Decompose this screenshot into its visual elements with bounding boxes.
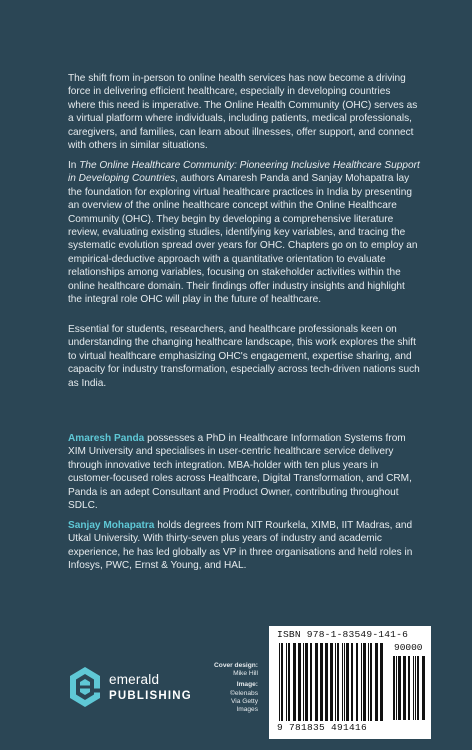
description-paragraph-3 [68,323,420,390]
barcode-bar [408,656,410,720]
barcode-bar [279,643,280,721]
barcode-bar [286,643,287,721]
cover-design-value: Mike Hill [233,670,258,678]
cover-credits [212,662,258,717]
barcode-bar [337,643,339,721]
emerald-logo-icon [68,666,102,708]
barcode-bar [396,656,397,720]
barcode-bar [310,643,312,721]
barcode-bar [330,643,333,721]
description-text-2 [68,159,420,306]
isbn-barcode [269,626,431,739]
barcode-bar [288,643,290,721]
barcode-bar [370,643,372,721]
description-paragraph-1 [68,72,420,152]
author-bio-text-2 [68,519,420,573]
author-bio-body-2: holds degrees from NIT Rourkela, XIMB, IIT Madras, and Utkal University. With thirty-seven plus years of industry and academic experience, he has led globally as VP in three organisations and held roles in Infosys, PWC, Ernst & Young, and HAL. [68,520,413,572]
author-bio-body-1: possesses a PhD in Healthcare Information Systems from XIM University and specialises in user-centric healthcare service delivery through innovative tech integration. MBA-holder with ten plus years in customer-focused roles across Healthcare, Digital Transformation, and CRM, Panda is an adept Consultant and Product Owner, contributing throughout SDLC. [68,433,412,512]
author-bio-1 [68,432,420,512]
author-name-1: Amaresh Panda [68,433,145,444]
barcode-bar [351,643,353,721]
image-credit-label: Image: [236,681,258,689]
description-paragraph-2 [68,159,420,306]
barcode-bar [315,643,318,721]
barcode-bar [380,643,383,721]
barcode-bar [320,643,323,721]
barcode-bar [303,643,304,721]
barcode-bar [361,643,362,721]
book-title: The Online Healthcare Community: Pioneering Inclusive Healthcare Support in Developing Countries [68,160,420,185]
image-credit-value-2: Via Getty Images [231,697,258,714]
barcode-bar [417,656,419,720]
author-bio-2 [68,519,420,573]
price-barcode-icon [393,656,427,722]
barcode-bar [342,643,343,721]
author-bio-text-1 [68,432,420,512]
author-name-2: Sanjay Mohapatra [68,520,155,531]
description-rest: , authors Amaresh Panda and Sanjay Mohapatra lay the foundation for exploring virtual healthcare practices in India by presenting an overview of the online healthcare concept within the Online Healthcare Community (OHC). They begin by developing a comprehensive literature review, evaluating existing studies, identifying key variables, and tracing the systematic evolution spread over years for OHC. Chapters go on to employ an empirical-deductive approach with a quantitative orientation to evaluate relationships among variables, focusing on stakeholder activities within the online healthcare domain. Their findings offer industry insights and highlight the integral role OHC will play in the future of healthcare. [68,173,418,306]
description-text-3: Essential for students, researchers, and healthcare professionals keen on understanding the changing healthcare landscape, this work explores the shift to virtual healthcare emphasizing OHC's engagement, expertise sharing, and capacity for industry transformation, especially across tech-driven nations such as India. [68,324,420,389]
description-intro: In [68,160,80,171]
barcode-bar [393,656,395,720]
barcode-bar [305,643,308,721]
barcode-digits: 9 781835 491416 [277,722,368,733]
barcode-bar [368,643,369,721]
price-code: 90000 [394,642,423,653]
publisher-name: emerald [109,672,160,687]
isbn-text: ISBN 978-1-83549-141-6 [277,629,409,640]
barcode-bar [403,656,406,720]
barcode-bar [375,643,378,721]
barcode-bars-icon [279,643,387,723]
barcode-bar [422,656,425,720]
image-credit-value-1: ©elenabs [230,689,258,697]
barcode-bar [293,643,296,721]
barcode-bar [398,656,401,720]
barcode-bar [413,656,414,720]
barcode-bar [325,643,328,721]
barcode-bar [356,643,358,721]
publisher-logo [68,666,208,710]
description-text-1: The shift from in-person to online health services has now become a driving force in delivering efficient healthcare, especially in developing countries where this need is imperative. The Online Health Community (OHC) serves as a virtual platform where individuals, including patients, medical professionals, caregivers, and families, can learn about illnesses, offer support, and connect with others in similar situations. [68,73,418,152]
cover-design-label: Cover design: [214,662,258,669]
barcode-bar [281,643,283,721]
barcode-bar [346,643,349,721]
barcode-bar [298,643,301,721]
barcode-bar [335,643,336,721]
barcode-bar [344,643,345,721]
barcode-bar [363,643,366,721]
publisher-tagline: PUBLISHING [109,690,192,702]
barcode-bar [415,656,416,720]
